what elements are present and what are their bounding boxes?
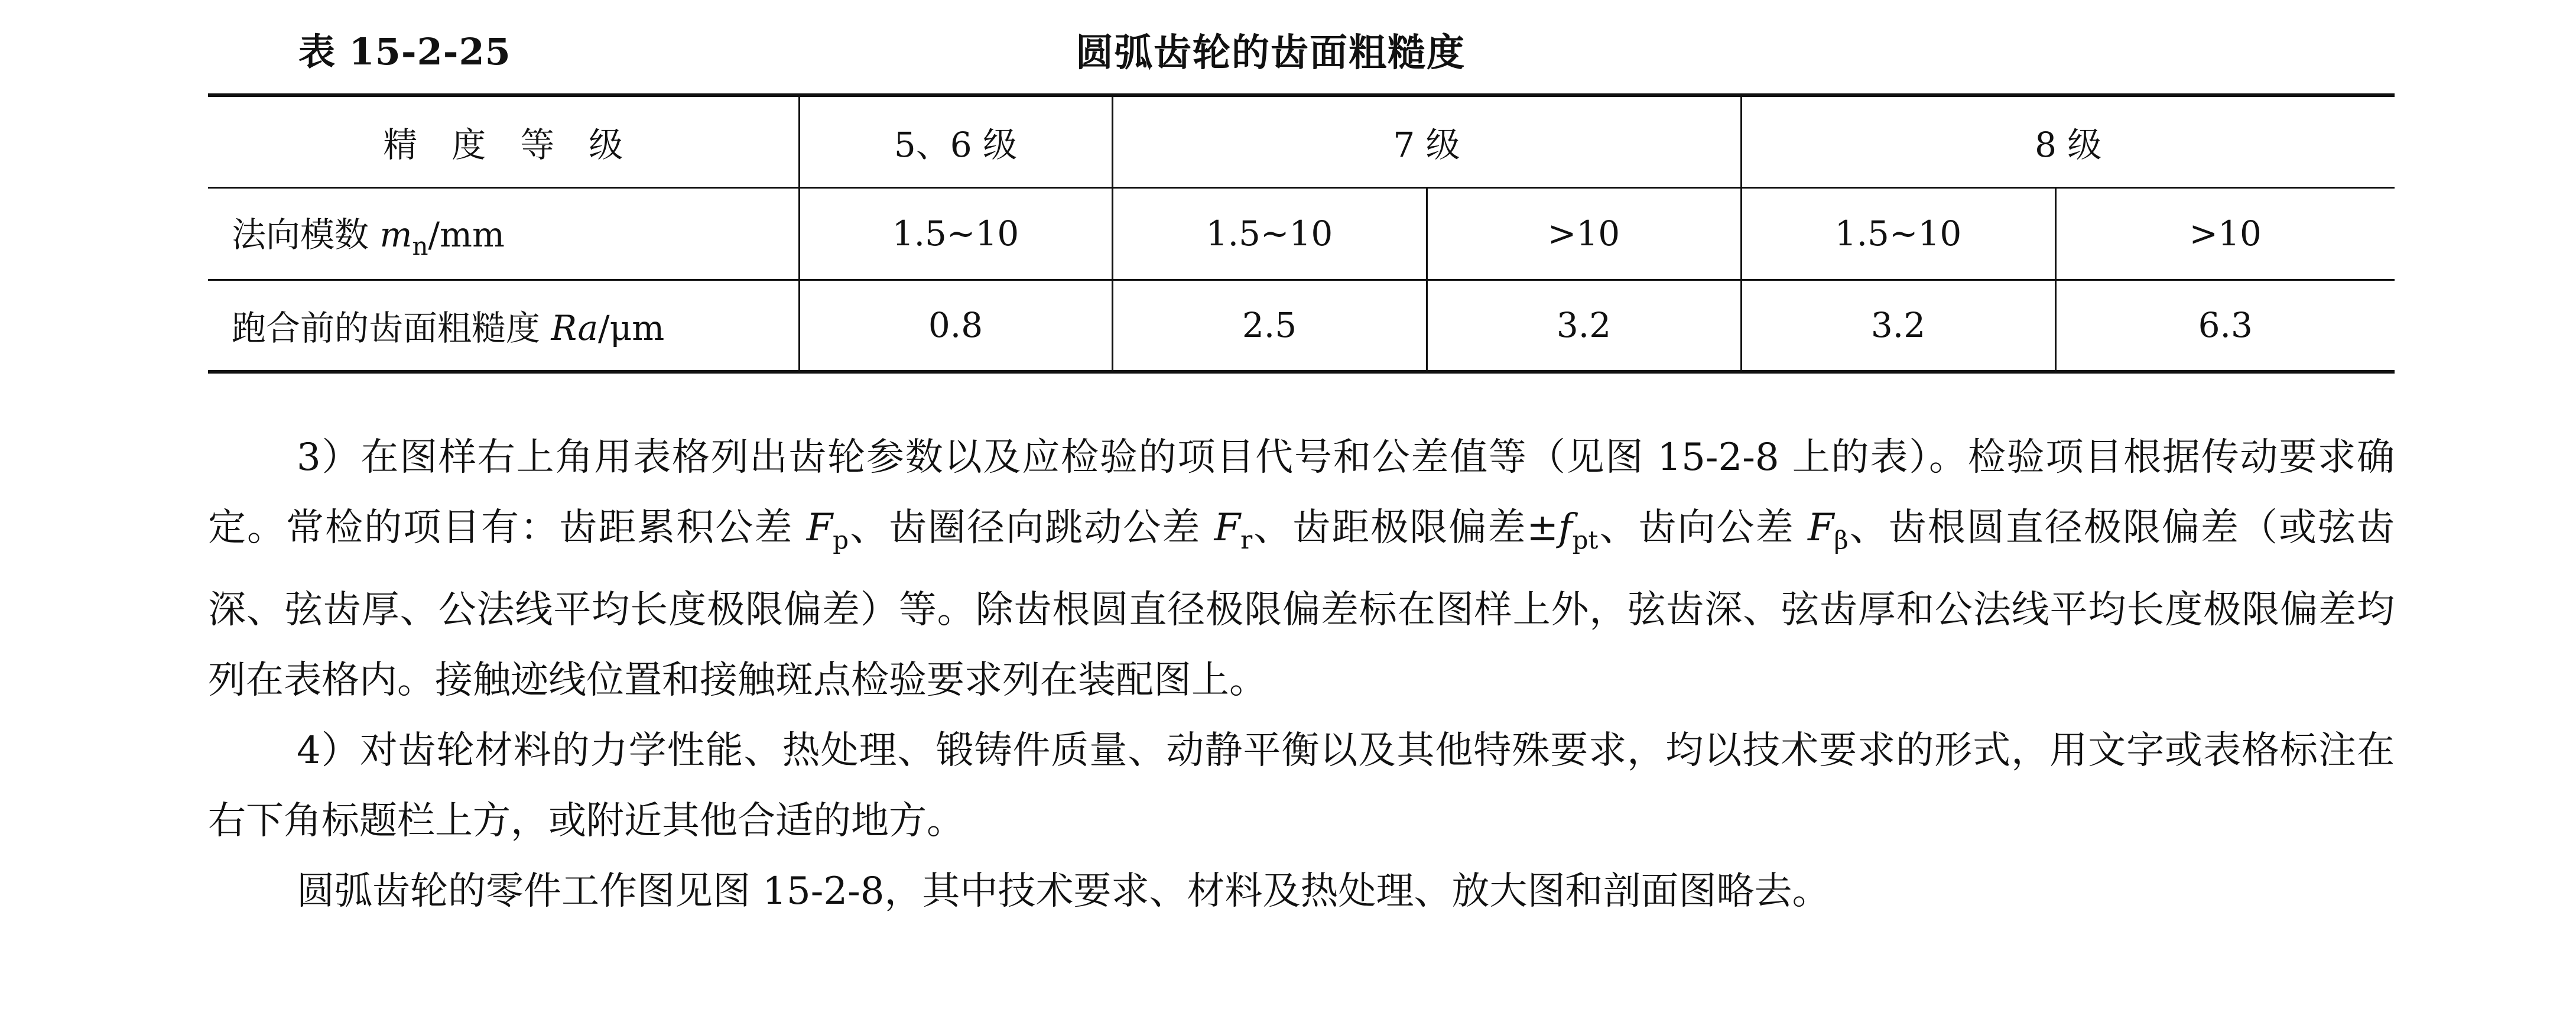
body-text [208,423,2395,927]
roughness-cell: 6.3 [2055,280,2395,372]
module-symbol-sub: n [412,231,428,261]
symbol-Fp: F [806,506,833,550]
table-row-normal-module [208,187,2395,280]
symbol-Fbeta-sub: β [1834,525,1849,554]
roughness-text: 跑合前的齿面粗糙度 [232,308,541,349]
symbol-Fbeta: F [1807,506,1834,550]
module-cell: >10 [1427,187,1741,280]
table-number: 表 15-2-25 [298,30,511,73]
grade-group-7: 7 级 [1112,95,1741,187]
roughness-cell: 3.2 [1741,280,2055,372]
module-cell: 1.5~10 [799,187,1112,280]
roughness-cell: 0.8 [799,280,1112,372]
symbol-fpt: f [1558,506,1573,550]
grade-group-8: 8 级 [1741,95,2395,187]
symbol-Fr-sub: r [1240,525,1253,554]
roughness-label [208,280,799,372]
normal-module-label [208,187,799,280]
table-row-accuracy-grade [208,95,2395,187]
module-unit: /mm [428,214,505,255]
roughness-unit: /μm [598,308,665,349]
p3-text-4: 、齿向公差 [1598,506,1808,550]
p3-text-2: 、齿圈径向跳动公差 [849,506,1214,550]
roughness-table [208,93,2395,374]
symbol-Fp-sub: p [833,525,849,554]
symbol-fpt-sub: pt [1572,525,1599,554]
roughness-symbol: Ra [551,308,599,349]
grade-group-5-6: 5、6 级 [799,95,1112,187]
module-symbol: m [379,214,412,255]
roughness-cell: 2.5 [1112,280,1427,372]
symbol-Fr: F [1214,506,1241,550]
table-row-roughness [208,280,2395,372]
roughness-cell: 3.2 [1427,280,1741,372]
accuracy-grade-label: 精度等级 [208,95,799,187]
module-cell: 1.5~10 [1741,187,2055,280]
paragraph-3 [208,423,2395,716]
p3-text-5: 、齿根圆直径极限偏差（或弦齿深、弦齿厚、公法线平均长度极限偏差）等。除齿根圆直径极限偏差标在图样上外，弦齿深、弦齿厚和公法线平均长度极限偏差均列在表格内。接触迹线位置和接触斑点检验要求列在装配图上。 [208,506,2395,702]
p3-text-1: 3）在图样右上角用表格列出齿轮参数以及应检验的项目代号和公差值等（见图 15-2-8 上的表）。检验项目根据传动要求确定。常检的项目有：齿距累积公差 [208,436,2395,550]
normal-module-text: 法向模数 [232,214,369,255]
paragraph-5: 圆弧齿轮的零件工作图见图 15-2-8，其中技术要求、材料及热处理、放大图和剖面图略去。 [297,869,1830,913]
table-title: 圆弧齿轮的齿面粗糙度 [1076,31,1466,75]
table-caption [0,22,2576,76]
module-cell: 1.5~10 [1112,187,1427,280]
p3-text-3: 、齿距极限偏差± [1252,506,1558,550]
module-cell: >10 [2055,187,2395,280]
paragraph-4: 4）对齿轮材料的力学性能、热处理、锻铸件质量、动静平衡以及其他特殊要求，均以技术要求的形式，用文字或表格标注在右下角标题栏上方，或附近其他合适的地方。 [208,729,2395,843]
